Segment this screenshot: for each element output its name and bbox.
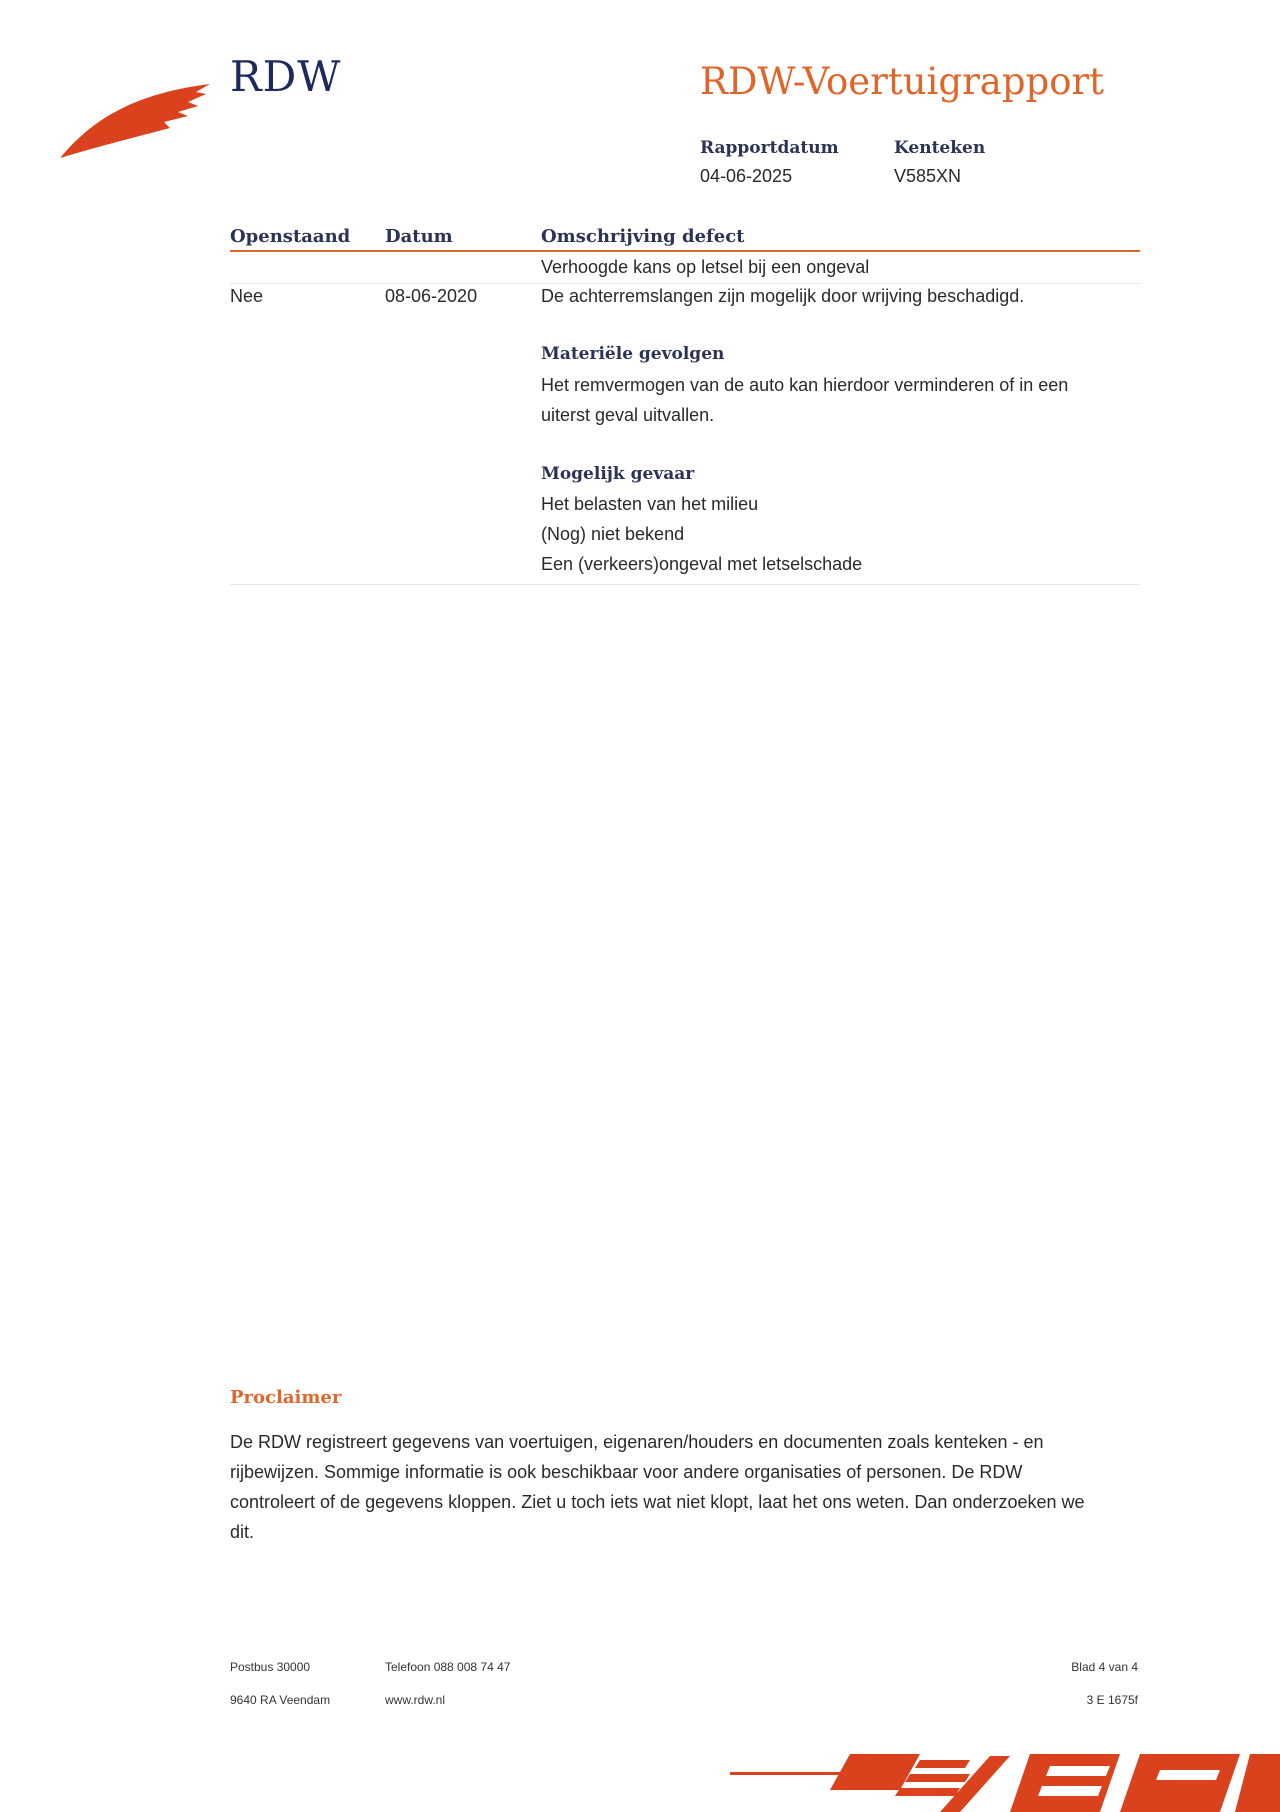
cell-omschrijving: De achterremslangen zijn mogelijk door wrijving beschadigd. [541,286,1025,306]
footer-document-code: 3 E 1675f [1086,1693,1138,1707]
proclaimer-heading: Proclaimer [230,1387,342,1408]
kenteken-label: Kenteken [894,138,986,158]
rdw-stripes-mark-icon [720,1740,1280,1812]
mogelijk-gevaar-heading: Mogelijk gevaar [541,464,695,484]
mogelijk-gevaar-item: Het belasten van het milieu [541,494,759,514]
rapportdatum-value: 04-06-2025 [700,166,793,186]
footer-website[interactable]: www.rdw.nl [385,1693,446,1707]
row-divider [230,584,1140,585]
kenteken-value: V585XN [894,166,962,186]
footer-postbus: Postbus 30000 [230,1660,311,1674]
rdw-feather-logo-icon [60,82,210,162]
cell-datum: 08-06-2020 [385,286,478,306]
cell-openstaand: Nee [230,286,264,306]
footer-telefoon: Telefoon 088 008 74 47 [385,1660,511,1674]
column-header-datum: Datum [385,226,453,247]
previous-row-text: Verhoogde kans op letsel bij een ongeval [541,257,870,277]
mogelijk-gevaar-item: Een (verkeers)ongeval met letselschade [541,554,863,574]
footer-address: 9640 RA Veendam [230,1693,331,1707]
table-header-divider [230,250,1140,252]
footer-page-number: Blad 4 van 4 [1071,1660,1138,1674]
mogelijk-gevaar-item: (Nog) niet bekend [541,524,685,544]
page-title: RDW-Voertuigrapport [700,60,1105,103]
column-header-omschrijving: Omschrijving defect [541,226,745,247]
column-header-openstaand: Openstaand [230,226,351,247]
materiele-gevolgen-text: Het remvermogen van de auto kan hierdoor verminderen of in een uiterst geval uitvallen. [541,375,1069,425]
rapportdatum-label: Rapportdatum [700,138,839,158]
row-divider [230,283,1140,284]
materiele-gevolgen-heading: Materiële gevolgen [541,344,725,364]
proclaimer-text: De RDW registreert gegevens van voertuigen, eigenaren/houders en documenten zoals kenteken - en rijbewijzen. Sommige informatie is ook beschikbaar voor andere organisaties of personen. De RDW controleert of de gegevens kloppen. Ziet u toch iets wat niet klopt, laat het ons weten. Dan onderzoeken we dit. [230,1432,1085,1542]
logo-text: RDW [230,52,342,101]
